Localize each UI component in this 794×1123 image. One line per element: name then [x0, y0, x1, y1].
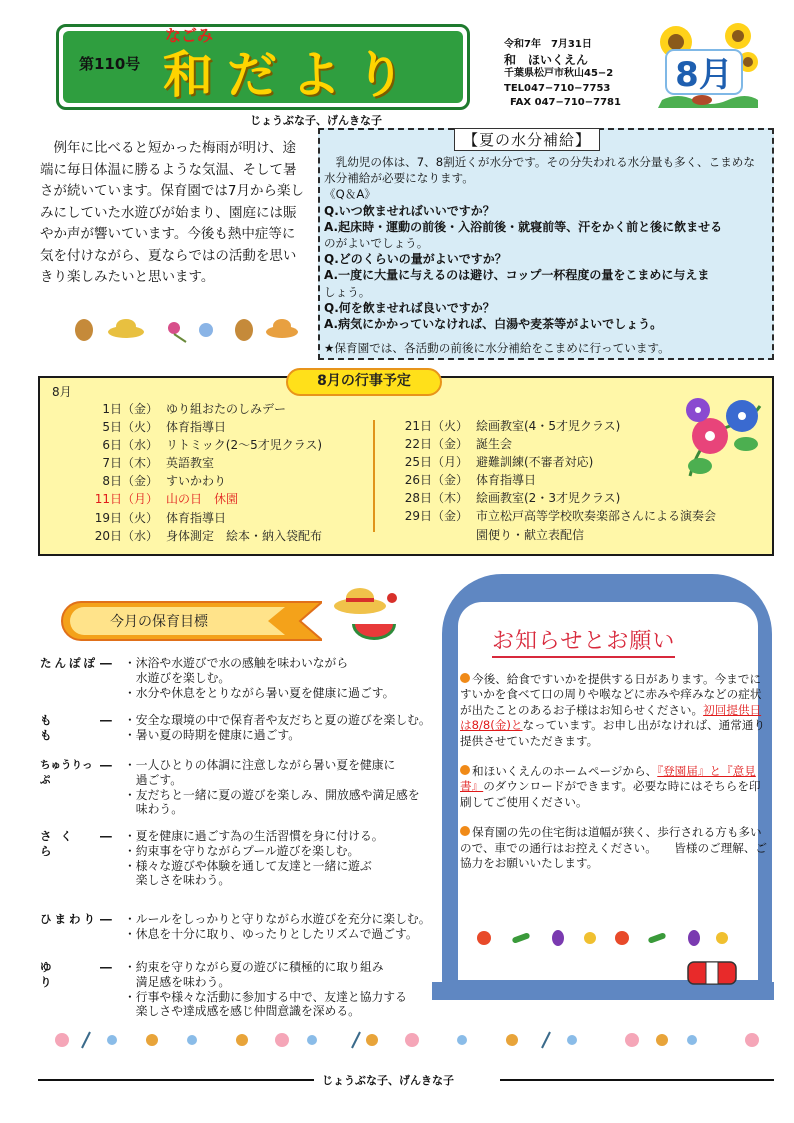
event-text: すいかわり — [166, 474, 227, 489]
goal-item: ・水分や休息をとりながら暑い夏を健康に過ごす。 — [124, 685, 395, 700]
hydration-a1: A.起床時・運動の前後・入浴前後・就寝前等、汗をかく前と後に飲ませる — [324, 219, 723, 234]
hydration-heading: 【夏の水分補給】 — [454, 128, 600, 151]
event-date: 1日（金） — [102, 402, 158, 416]
notice-forms-link[interactable]: 『登園届』と『意見書』 — [460, 764, 756, 794]
bullet-icon — [460, 673, 470, 683]
event-row — [84, 418, 322, 436]
goal-item: ・暑い夏の時期を健康に過ごす。 — [124, 727, 301, 742]
event-row — [84, 400, 322, 418]
event-date: 25日（月） — [404, 455, 468, 470]
event-date: 28日（木） — [404, 491, 468, 506]
header-tagline: じょうぶな子、げんきな子 — [250, 114, 382, 127]
event-row — [84, 436, 322, 454]
nursery-fax: FAX 047−710−7781 — [510, 97, 621, 108]
backpack-icon — [686, 958, 738, 986]
event-date: 7日（木） — [102, 456, 158, 471]
event-row — [84, 509, 322, 527]
hydration-q3: Q.何を飲ませれば良いですか？ — [324, 300, 495, 315]
bullet-icon — [460, 826, 470, 836]
event-text: 絵画教室(2・3才児クラス) — [476, 491, 621, 506]
goal-dash: ― — [100, 912, 112, 926]
notice-traffic-text: 保育園の先の住宅街は道幅が狭く、歩行される方も多いので、車での通行はお控えください。 皆様のご理解、ご協力をお願いいたします。 — [460, 825, 768, 871]
event-date: 5日（火） — [102, 420, 158, 435]
event-date: 20日（水） — [94, 528, 158, 543]
goal-item: ・様々な遊びや体験を通して友達と一緒に遊ぶ — [124, 858, 372, 873]
events-list-right — [398, 417, 716, 544]
hydration-a1-tail: のがよいでしょう。 — [324, 236, 429, 251]
event-text: 体育指導日 — [166, 420, 227, 435]
bullet-icon — [460, 765, 470, 775]
goal-item: ・行事や様々な活動に参加する中で、友達と協力する — [124, 989, 407, 1004]
goal-item: ・一人ひとりの体調に注意しながら暑い夏を健康に — [124, 758, 396, 772]
notice-watermelon-text: 今後、給食ですいかを提供する日があります。今までにすいかを食べて口の周りや喉などに赤みや痒みなどの症状が出たことのあるお子様はお知らせください。 — [460, 672, 762, 717]
event-date: 29日（金） — [404, 509, 468, 524]
goal-item: ・約束を守りながら夏の遊びに積極的に取り組み — [124, 960, 384, 974]
summer-items-decoration — [70, 314, 300, 344]
event-text: 体育指導日 — [476, 473, 537, 488]
goal-item: ・友だちと一緒に夏の遊びを楽しみ、開放感や満足感を — [124, 787, 420, 802]
intro-text: 例年に比べると短かった梅雨が明け、途端に毎日体温に勝るような気温、そして暑さが続いています。保育園では7月から楽しみにしていた水遊びが始まり、園庭には賑やか声が響いています。今後も熱中症等に気を付けながら、夏ならではの活動を思いきり楽しみたいと思います。 — [40, 140, 305, 285]
goal-dash: ― — [100, 829, 112, 843]
nursery-tel: TEL047−710−7753 — [504, 82, 611, 94]
event-date: 19日（火） — [94, 510, 158, 525]
goal-items — [124, 656, 454, 700]
notice-first-date: 初回提供日は8/8(金)と — [460, 702, 762, 733]
hydration-note: ★保育園では、各活動の前後に水分補給をこまめに行っています。 — [324, 341, 670, 356]
header-info — [504, 38, 621, 111]
goal-item: ・休息を十分に取り、ゆったりとしたリズムで過ごす。 — [124, 926, 418, 941]
issue-number: 第110号 — [79, 55, 141, 73]
goal-items — [124, 912, 454, 942]
event-text: 市立松戸高等学校吹奏楽部さんによる演奏会 — [476, 509, 717, 524]
goal-class-block — [40, 960, 454, 1019]
goal-class-block — [40, 713, 454, 743]
footer-rule-right — [500, 1079, 774, 1081]
event-date: 6日（水） — [102, 438, 158, 453]
event-text: 絵画教室(4・5才児クラス) — [476, 419, 621, 433]
nursery-address: 千葉県松戸市秋山45−2 — [504, 68, 614, 79]
hydration-lead: 乳幼児の体は、7、8割近くが水分です。その分失われる水分量も多く、こまめな水分補給が必要になります。 — [324, 155, 755, 186]
goal-item: ・沐浴や水遊びで水の感触を味わいながら — [124, 656, 349, 670]
goal-items — [124, 829, 454, 888]
nursery-name: 和 ほいくえん — [504, 52, 589, 67]
events-title: 8月の行事予定 — [286, 368, 442, 396]
notice-watermelon-tail: なっています。お申し出がなければ、通常通り提供させていただきます。 — [460, 718, 766, 748]
goal-dash: ― — [100, 656, 112, 670]
sunflower-month-badge — [658, 22, 758, 108]
goal-class-block — [40, 758, 454, 817]
goal-class-name: ゆり — [40, 960, 74, 989]
event-date: 21日（火） — [404, 419, 468, 433]
goal-class-name: たんぽぽ — [40, 656, 98, 670]
hydration-a2-tail: しょう。 — [324, 284, 371, 299]
title-ruby: なごみ — [165, 26, 214, 45]
event-text: ゆり組おたのしみデー — [166, 402, 287, 416]
footer-tagline: じょうぶな子、げんきな子 — [322, 1074, 454, 1087]
events-month: 8月 — [52, 385, 72, 399]
hydration-q2: Q.どのくらいの量がよいですか？ — [324, 252, 507, 267]
event-row — [84, 527, 322, 545]
event-row — [398, 489, 716, 507]
hydration-q1: Q.いつ飲ませればいいですか？ — [324, 203, 495, 218]
vegetables-decoration — [472, 926, 732, 950]
event-text: 英語教室 — [166, 456, 215, 471]
footer-rule-left — [38, 1079, 314, 1081]
straw-hat-watermelon-icon — [330, 584, 410, 644]
event-date: 26日（金） — [404, 473, 468, 488]
summer-border-decoration — [52, 1024, 768, 1054]
event-text: 体育指導日 — [166, 510, 227, 525]
event-row — [398, 435, 716, 453]
goal-class-name: ひまわり — [40, 912, 98, 926]
goal-item: ・安全な環境の中で保育者や友だちと夏の遊びを楽しむ。 — [124, 713, 431, 727]
notice-title: お知らせとお願い — [492, 624, 675, 658]
event-text: 園便り・献立表配信 — [476, 527, 585, 542]
event-date: 8日（金） — [102, 474, 158, 489]
notice-homepage-tail: のダウンロードができます。必要な時にはそちらを印刷してご使用ください。 — [460, 779, 761, 809]
goal-item: ・約束事を守りながらプール遊びを楽しむ。 — [124, 843, 360, 858]
event-text: 山の日 休園 — [166, 492, 239, 507]
goal-class-name: さくら — [40, 829, 81, 858]
hydration-a3: A.病気にかかっていなければ、白湯や麦茶等がよいでしょう。 — [324, 317, 663, 332]
goal-items — [124, 713, 454, 743]
notice-watermelon — [460, 672, 772, 749]
hydration-body — [324, 154, 766, 356]
event-row — [84, 472, 322, 490]
goal-class-name: ちゅうりっぷ — [40, 759, 93, 786]
goal-item: 過ごす。 — [124, 772, 183, 787]
issue-date: 令和7年 7月31日 — [504, 39, 592, 50]
goal-item: 味わう。 — [124, 802, 183, 817]
month-badge-text: 8月 — [675, 55, 733, 95]
masthead — [56, 24, 470, 110]
hydration-box — [318, 128, 774, 360]
event-row — [84, 490, 322, 508]
hydration-a2: A.一度に大量に与えるのは避け、コップ一杯程度の量をこまめに与えま — [324, 268, 710, 283]
notice-homepage — [460, 764, 772, 810]
goals-title: 今月の保育目標 — [110, 614, 208, 630]
goal-dash: ― — [100, 960, 112, 974]
goal-class-name: もも — [40, 713, 74, 742]
event-text: 身体測定 絵本・納入袋配布 — [166, 528, 323, 543]
event-row — [398, 471, 716, 489]
goal-item: ・ルールをしっかりと守りながら水遊びを充分に楽しむ。 — [124, 912, 431, 926]
event-row — [398, 417, 716, 435]
event-row — [398, 526, 716, 544]
notice-traffic — [460, 825, 772, 871]
event-date: 11日（月） — [94, 492, 158, 507]
notice-body — [460, 672, 772, 886]
newsletter-title: 和だより — [163, 45, 419, 104]
goal-class-block — [40, 912, 454, 942]
goal-dash: ― — [100, 758, 112, 772]
morning-glory-icon — [670, 396, 770, 486]
goal-item: 水遊びを楽しむ。 — [124, 670, 231, 685]
notice-homepage-text: 和ほいくえんのホームページから、 — [472, 764, 658, 779]
goal-class-block — [40, 656, 454, 700]
events-list-left — [84, 400, 322, 545]
event-row — [398, 507, 716, 525]
goal-item: 楽しさを味わう。 — [124, 873, 231, 888]
event-text: 避難訓練(不審者対応) — [476, 455, 594, 470]
event-row — [84, 454, 322, 472]
goal-items — [124, 960, 454, 1019]
events-divider — [373, 420, 375, 532]
event-text: リトミック(2〜5才児クラス) — [166, 438, 323, 453]
goal-items — [124, 758, 454, 817]
goal-item: ・夏を健康に過ごす為の生活習慣を身に付ける。 — [124, 829, 384, 843]
goal-item: 満足感を味わう。 — [124, 974, 231, 989]
goal-item: 楽しさや達成感を感じ仲間意識を深める。 — [124, 1004, 360, 1019]
event-date: 22日（金） — [404, 437, 468, 452]
goal-dash: ― — [100, 713, 112, 727]
hydration-qa-label: 《Q＆A》 — [324, 187, 376, 202]
event-text: 誕生会 — [476, 437, 513, 452]
event-row — [398, 453, 716, 471]
goal-class-block — [40, 829, 454, 888]
